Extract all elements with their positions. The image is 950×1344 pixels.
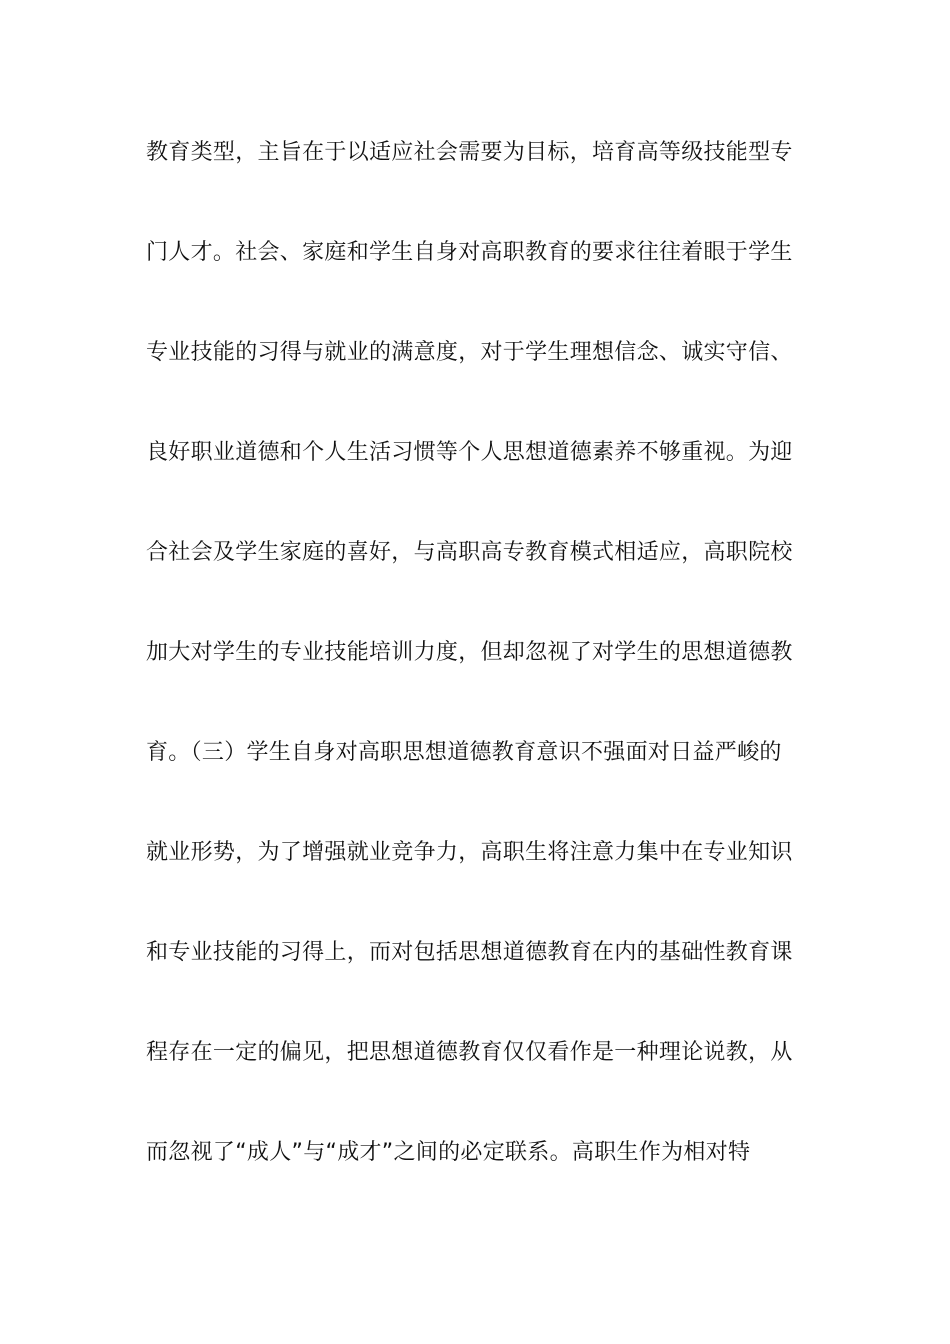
text-line-9: 和专业技能的习得上，而对包括思想道德教育在内的基础性教育课: [146, 940, 793, 965]
text-line-2: 门人才。社会、家庭和学生自身对高职教育的要求往往着眼于学生: [146, 240, 793, 265]
text-line-8: 就业形势，为了增强就业竞争力，高职生将注意力集中在专业知识: [146, 840, 793, 865]
text-line-1: 教育类型，主旨在于以适应社会需要为目标，培育高等级技能型专: [146, 140, 793, 165]
text-line-4: 良好职业道德和个人生活习惯等个人思想道德素养不够重视。为迎: [146, 440, 793, 465]
text-line-3: 专业技能的习得与就业的满意度，对于学生理想信念、诚实守信、: [146, 340, 793, 365]
text-line-7: 育。（三）学生自身对高职思想道德教育意识不强面对日益严峻的: [146, 740, 782, 765]
text-line-10: 程存在一定的偏见，把思想道德教育仅仅看作是一种理论说教，从: [146, 1040, 793, 1065]
text-line-11: 而忽视了“成人”与“成才”之间的必定联系。高职生作为相对特: [146, 1140, 751, 1165]
text-line-6: 加大对学生的专业技能培训力度，但却忽视了对学生的思想道德教: [146, 640, 793, 665]
text-line-5: 合社会及学生家庭的喜好，与高职高专教育模式相适应，高职院校: [146, 540, 793, 565]
body-text: [146, 131, 808, 1231]
